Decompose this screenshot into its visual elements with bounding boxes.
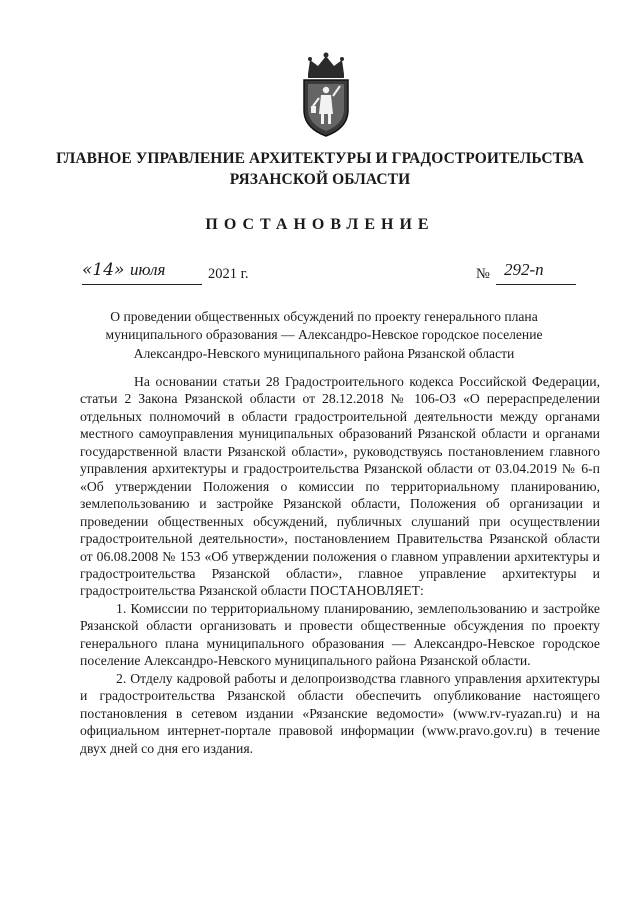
document-number: 292-п bbox=[504, 260, 544, 279]
clause-1-paragraph: 1. Комиссии по территориальному планированию, землепользованию и застройке Рязанской области организовать и провести общественные обсуждения по проекту генерального плана муниципального образования — Александро-Невское городское поселение Александро-Невского муниципального района Рязанской области. bbox=[80, 600, 600, 669]
date-year: 2021 г. bbox=[208, 266, 249, 282]
number-sign: № bbox=[476, 266, 490, 282]
clause-2-paragraph: 2. Отделу кадровой работы и делопроизводства главного управления архитектуры и градостроительства Рязанской области обеспечить опубликование настоящего постановления в сетевом издании «Рязанские ведомости» (www.rv-ryazan.ru) и на официальном интернет-портале правовой информации (www.pravo.gov.ru) в течение двух дней со дня его издания. bbox=[80, 670, 600, 756]
subject-line: О проведении общественных обсуждений по проекту генерального плана bbox=[110, 309, 538, 324]
subject-line: Александро-Невского муниципального района Рязанской области bbox=[133, 345, 515, 361]
ryazan-coat-of-arms-icon bbox=[296, 52, 356, 138]
agency-name-line-2: РЯЗАНСКОЙ ОБЛАСТИ bbox=[229, 171, 411, 188]
agency-name-line-1: ГЛАВНОЕ УПРАВЛЕНИЕ АРХИТЕКТУРЫ И ГРАДОСТРОИТЕЛЬСТВА bbox=[56, 150, 584, 167]
date-underline bbox=[82, 284, 202, 285]
subject-line: муниципального образования — Александро-Невское городское поселение bbox=[105, 327, 543, 343]
preamble-paragraph: На основании статьи 28 Градостроительного кодекса Российской Федерации, статьи 2 Закона Рязанской области от 28.12.2018 № 106-ОЗ «О перераспределении отдельных полномочий в области градостроительной деятельности между органами местного самоуправления муниципальных образований Рязанской области и органами государственной власти Рязанской области», руководствуясь постановлением главного управления архитектуры и градостроительства Рязанской области от 03.04.2019 № 6-п «Об утверждении Положения о комиссии по территориальному планированию, землепользованию и застройке Рязанской области, Положения об организации и проведении общественных обсуждений, публичных слушаний при осуществлении градостроительной деятельности», постановлением Правительства Рязанской области от 06.08.2008 № 153 «Об утверждении положения о главном управлении архитектуры и градостроительства Рязанской области», главное управление архитектуры и градостроительства Рязанской области ПОСТАНОВЛЯЕТ: bbox=[80, 374, 600, 599]
date-month: июля bbox=[130, 260, 166, 279]
document-body bbox=[80, 373, 600, 757]
date-day: «14» bbox=[82, 260, 125, 280]
document-type-title: ПОСТАНОВЛЕНИЕ bbox=[205, 216, 435, 233]
number-underline bbox=[496, 284, 576, 285]
date-number-line bbox=[82, 260, 582, 296]
document-subject bbox=[80, 308, 568, 363]
